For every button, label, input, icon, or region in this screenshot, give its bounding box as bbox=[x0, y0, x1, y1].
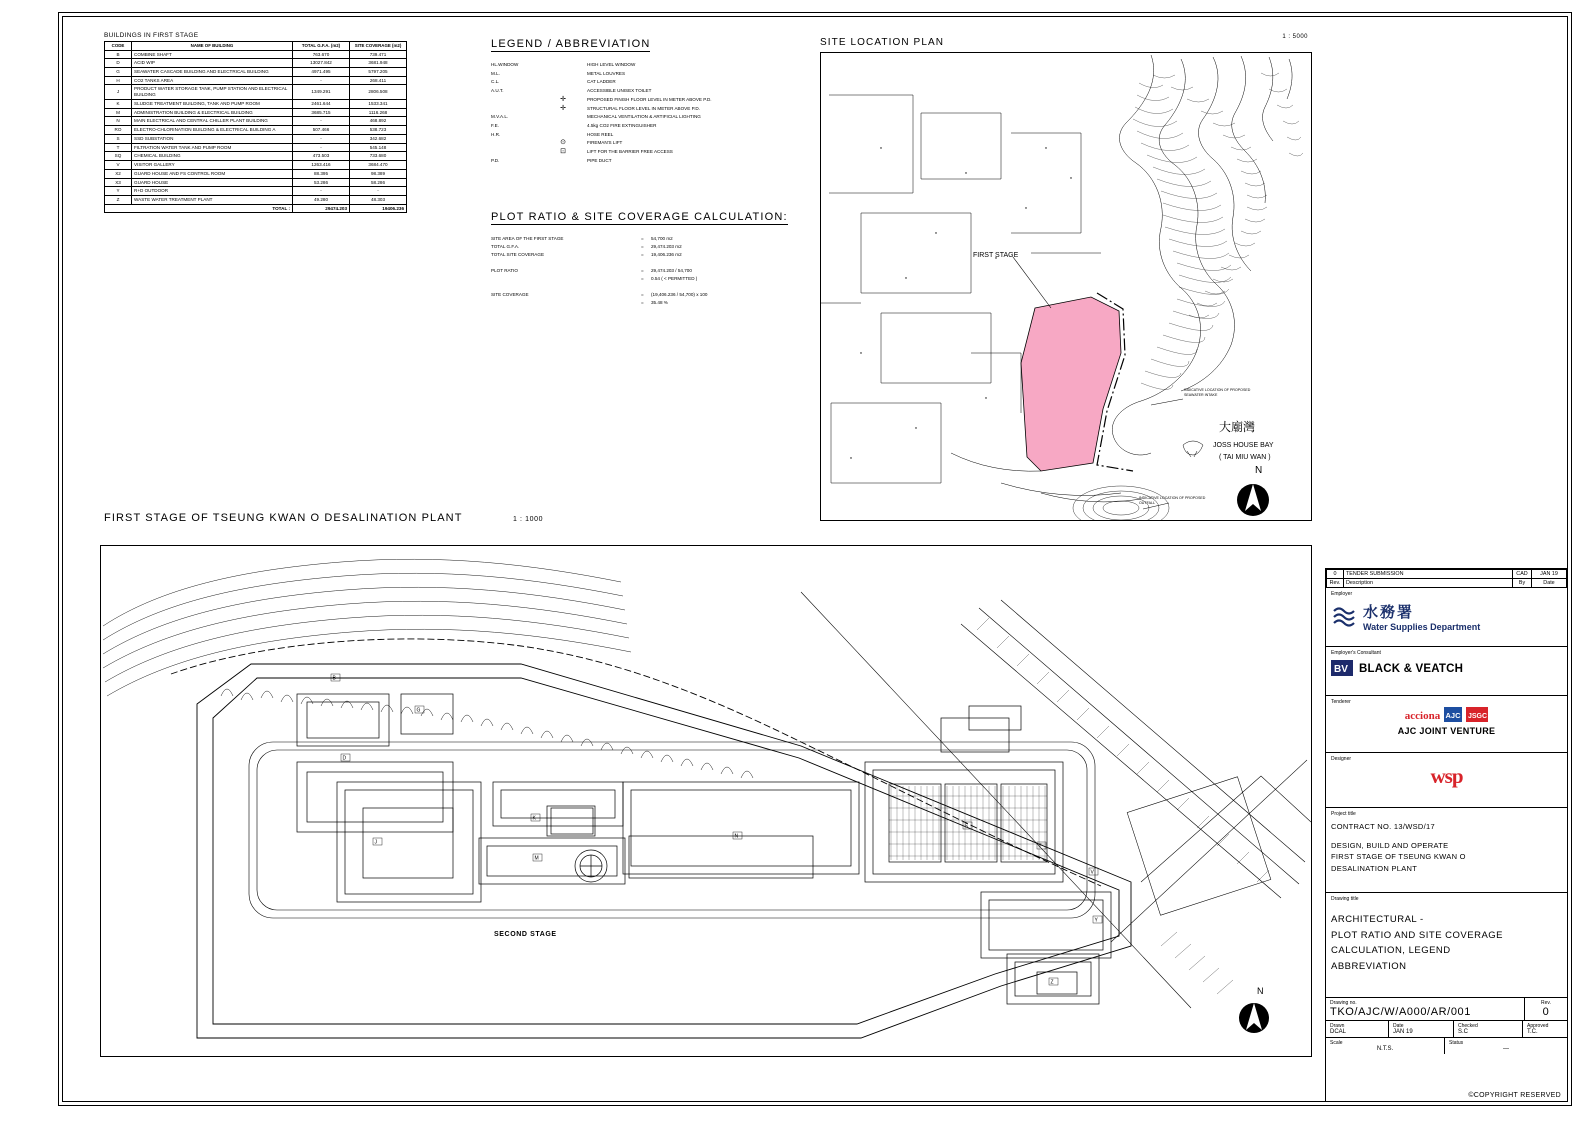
plot-ratio-label bbox=[491, 275, 641, 283]
svg-text:OUTFALL: OUTFALL bbox=[1139, 501, 1155, 505]
legend-symbol-icon bbox=[539, 113, 587, 122]
site-location-plan-svg bbox=[821, 53, 1311, 520]
table-row bbox=[105, 117, 407, 126]
signoff-row-2 bbox=[1326, 1038, 1567, 1054]
legend-item bbox=[491, 78, 791, 87]
spacer bbox=[491, 259, 821, 267]
legend-text: MECHANICAL VENTILATION & ARTIFICIAL LIGHTING bbox=[587, 114, 701, 120]
employer-block bbox=[1326, 588, 1567, 647]
cell-gfa: 473.503 bbox=[293, 152, 350, 161]
cell-coverage: 3684.470 bbox=[350, 161, 407, 170]
rev-date: JAN 19 bbox=[1532, 570, 1567, 579]
label-first-stage: FIRST STAGE bbox=[973, 252, 1019, 259]
table-row bbox=[105, 85, 407, 99]
th-code: CODE bbox=[105, 42, 132, 51]
legend-text: FIREMAN'S LIFT bbox=[587, 140, 623, 146]
cell-coverage: 2806.508 bbox=[350, 85, 407, 99]
cell-coverage: 545.148 bbox=[350, 143, 407, 152]
plot-ratio-equals: = bbox=[641, 268, 644, 274]
drawn-value: DCAL bbox=[1330, 1029, 1347, 1035]
employer-caption: Employer bbox=[1331, 591, 1353, 597]
spacer bbox=[491, 283, 821, 291]
rev-head-rev: Rev. bbox=[1327, 579, 1344, 588]
consultant-block bbox=[1326, 647, 1567, 696]
revision-table bbox=[1326, 569, 1567, 588]
main-plan-scale: 1 : 1000 bbox=[513, 516, 544, 523]
tenderer-block bbox=[1326, 696, 1567, 753]
date-caption: Date bbox=[1393, 1023, 1404, 1029]
th-coverage: SITE COVERAGE (m2) bbox=[350, 42, 407, 51]
legend-text: STRUCTURAL FLOOR LEVEL IN METER ABOVE P.D. bbox=[587, 105, 700, 111]
legend-item bbox=[491, 139, 791, 148]
plot-ratio-row bbox=[491, 291, 821, 299]
cell-coverage: - bbox=[350, 187, 407, 196]
rev-head-desc: Description bbox=[1344, 579, 1513, 588]
drawing-title-block bbox=[1326, 893, 1567, 998]
plot-ratio-label: TOTAL G.F.A. bbox=[491, 244, 520, 250]
svg-text:J: J bbox=[374, 839, 377, 846]
cell-code: X3 bbox=[105, 178, 132, 187]
copyright-notice: ©COPYRIGHT RESERVED bbox=[1468, 1092, 1561, 1099]
drawing-no-block bbox=[1326, 998, 1567, 1021]
legend-abbr: M.V.A.L. bbox=[491, 114, 509, 120]
table-row bbox=[105, 187, 407, 196]
svg-text:K: K bbox=[532, 815, 536, 822]
scale-caption: Scale bbox=[1330, 1040, 1343, 1046]
cell-coverage: 1116.268 bbox=[350, 108, 407, 117]
table-header-row bbox=[105, 42, 407, 51]
th-name: NAME OF BUILDING bbox=[132, 42, 293, 51]
cell-code: D bbox=[105, 59, 132, 68]
legend-symbol-icon: ✛ bbox=[560, 104, 566, 112]
cell-name: ADMINISTRATION BUILDING & ELECTRICAL BUILDING bbox=[132, 108, 293, 117]
tenderer-name: AJC JOINT VENTURE bbox=[1397, 726, 1496, 736]
wsd-logo-icon bbox=[1331, 605, 1357, 629]
acciona-logo: acciona bbox=[1404, 709, 1441, 722]
cell-coverage: 58.286 bbox=[350, 178, 407, 187]
cell-gfa: 49.280 bbox=[293, 195, 350, 204]
buildings-table-container bbox=[104, 32, 407, 213]
drawing-rev-value: 0 bbox=[1542, 1006, 1550, 1018]
cell-coverage: 48.303 bbox=[350, 195, 407, 204]
legend-symbol-icon bbox=[539, 87, 587, 96]
cell-name: GUARD HOUSE bbox=[132, 178, 293, 187]
cell-gfa: 1263.416 bbox=[293, 161, 350, 170]
drawing-title-line1: ARCHITECTURAL - bbox=[1331, 914, 1424, 925]
plot-ratio-label: SITE AREA OF THE FIRST STAGE bbox=[491, 236, 564, 241]
project-caption: Project title bbox=[1331, 811, 1356, 817]
cell-gfa: - bbox=[293, 117, 350, 126]
rev-description: TENDER SUBMISSION bbox=[1344, 570, 1513, 579]
legend-rows bbox=[491, 61, 791, 166]
project-line2: FIRST STAGE OF TSEUNG KWAN O bbox=[1331, 852, 1466, 862]
plot-ratio-equals: = bbox=[641, 236, 644, 241]
rev-head-by: By bbox=[1513, 579, 1532, 588]
svg-text:D: D bbox=[342, 755, 347, 762]
scale-value: N.T.S. bbox=[1376, 1046, 1394, 1052]
plot-ratio-row bbox=[491, 299, 821, 307]
table-row bbox=[105, 152, 407, 161]
cell-gfa: 2461.644 bbox=[293, 99, 350, 108]
legend-text: METAL LOUVRES bbox=[587, 70, 626, 76]
cell-gfa: 3685.715 bbox=[293, 108, 350, 117]
buildings-table-title: BUILDINGS IN FIRST STAGE bbox=[104, 32, 199, 39]
site-location-plan-header bbox=[820, 32, 1310, 50]
legend-abbr: M.L. bbox=[491, 70, 500, 76]
legend-text: PROPOSED FINISH FLOOR LEVEL IN METER ABOVE P.D. bbox=[587, 96, 712, 102]
drawn-caption: Drawn bbox=[1330, 1023, 1345, 1029]
cell-coverage: 5797.205 bbox=[350, 67, 407, 76]
legend-text: CAT LADDER bbox=[587, 79, 616, 85]
legend-symbol-icon bbox=[539, 61, 587, 70]
site-location-plan-title: SITE LOCATION PLAN bbox=[820, 37, 945, 48]
cell-name: FILTRATION WATER TANK AND PUMP ROOM bbox=[132, 143, 293, 152]
cell-code: SQ bbox=[105, 152, 132, 161]
svg-text:V: V bbox=[1090, 869, 1094, 876]
table-row bbox=[105, 108, 407, 117]
checked-caption: Checked bbox=[1458, 1023, 1478, 1029]
plot-ratio-row bbox=[491, 243, 821, 251]
cell-coverage: 3681.948 bbox=[350, 59, 407, 68]
legend-text: HOSE REEL bbox=[587, 131, 614, 137]
legend-abbr: A.U.T. bbox=[491, 88, 504, 94]
svg-text:AJC: AJC bbox=[1445, 711, 1461, 720]
main-plan-svg bbox=[101, 546, 1311, 1056]
plot-ratio-row bbox=[491, 235, 821, 243]
legend-item bbox=[491, 113, 791, 122]
plot-ratio-row bbox=[491, 267, 821, 275]
cell-coverage: 342.682 bbox=[350, 134, 407, 143]
legend-abbr bbox=[491, 148, 539, 157]
legend-abbr: C.L. bbox=[491, 79, 500, 85]
legend-item bbox=[491, 131, 791, 140]
cell-gfa: 4971.495 bbox=[293, 67, 350, 76]
project-line1: DESIGN, BUILD AND OPERATE bbox=[1331, 840, 1449, 850]
project-line3: DESALINATION PLANT bbox=[1331, 863, 1418, 873]
total-gfa: 29474.203 bbox=[293, 204, 350, 213]
cell-gfa: 13027.842 bbox=[293, 59, 350, 68]
drawing-title-line2: PLOT RATIO AND SITE COVERAGE bbox=[1331, 929, 1504, 941]
cell-code: J bbox=[105, 85, 132, 99]
legend-text: PIPE DUCT bbox=[587, 157, 612, 163]
svg-text:T: T bbox=[1038, 843, 1042, 850]
legend-text: HIGH LEVEL WINDOW bbox=[587, 62, 636, 67]
plot-ratio-value: 29,474.203 m2 bbox=[651, 244, 682, 250]
plot-ratio-value: (19,406.236 / 54,700) x 100 bbox=[651, 292, 708, 298]
main-plan-title: FIRST STAGE OF TSEUNG KWAN O DESALINATION PLANT bbox=[104, 512, 463, 524]
table-row bbox=[105, 143, 407, 152]
cell-name: GUARD HOUSE AND FS CONTROL ROOM bbox=[132, 169, 293, 178]
legend-abbr: HL.WINDOW bbox=[491, 62, 519, 67]
legend-item bbox=[491, 148, 791, 157]
svg-text:N: N bbox=[1255, 465, 1263, 476]
svg-text:N: N bbox=[1257, 986, 1264, 996]
cell-code: N bbox=[105, 117, 132, 126]
cell-code: M bbox=[105, 108, 132, 117]
svg-text:JSGC: JSGC bbox=[1468, 713, 1488, 720]
plot-ratio-label: TOTAL SITE COVERAGE bbox=[491, 252, 545, 258]
plot-ratio-row bbox=[491, 251, 821, 259]
cell-gfa: 88.395 bbox=[293, 169, 350, 178]
main-plan-drawing bbox=[100, 545, 1312, 1057]
cell-name: VISITOR GALLERY bbox=[132, 161, 293, 170]
legend-item bbox=[491, 87, 791, 96]
revision-header-row bbox=[1327, 579, 1567, 588]
svg-text:G: G bbox=[416, 707, 421, 714]
cell-gfa: 507.466 bbox=[293, 126, 350, 135]
label-bay-alt: ( TAI MIU WAN ) bbox=[1219, 454, 1271, 461]
cell-coverage: 1533.341 bbox=[350, 99, 407, 108]
cell-gfa: 763.670 bbox=[293, 50, 350, 59]
table-row bbox=[105, 178, 407, 187]
table-total-row bbox=[105, 204, 407, 213]
legend-item bbox=[491, 96, 791, 105]
total-label: TOTAL : bbox=[105, 204, 293, 213]
legend-abbr: F.E. bbox=[491, 123, 499, 129]
table-row bbox=[105, 67, 407, 76]
plot-ratio-equals: = bbox=[641, 292, 644, 298]
cell-gfa: - bbox=[293, 134, 350, 143]
legend-abbr bbox=[491, 139, 539, 148]
cell-name: WASTE WATER TREATMENT PLANT bbox=[132, 195, 293, 204]
project-contract: CONTRACT NO. 13/WSD/17 bbox=[1331, 822, 1435, 831]
plot-ratio-rows bbox=[491, 235, 821, 307]
legend-symbol-icon bbox=[539, 131, 587, 140]
cell-name: CHEMICAL BUILDING bbox=[132, 152, 293, 161]
plot-ratio-label: PLOT RATIO bbox=[491, 268, 518, 274]
signoff-row-1 bbox=[1326, 1021, 1567, 1038]
approved-caption: Approved bbox=[1527, 1023, 1549, 1029]
cell-gfa: 1349.291 bbox=[293, 85, 350, 99]
cell-code: X2 bbox=[105, 169, 132, 178]
legend-text: 4.5kg CO2 FIRE EXTINGUISHER bbox=[587, 123, 657, 129]
cell-code: S bbox=[105, 134, 132, 143]
table-row bbox=[105, 195, 407, 204]
black-veatch-logo-icon bbox=[1331, 660, 1353, 678]
cell-code: H bbox=[105, 76, 132, 85]
svg-text:INDICATIVE LOCATION OF PROPOSE: INDICATIVE LOCATION OF PROPOSED bbox=[1139, 496, 1206, 500]
plot-ratio-equals: = bbox=[641, 252, 644, 258]
cell-gfa: - bbox=[293, 187, 350, 196]
employer-name-en: Water Supplies Department bbox=[1363, 622, 1481, 632]
svg-text:BV: BV bbox=[1334, 664, 1348, 675]
wsp-logo: wsp bbox=[1430, 764, 1463, 788]
legend-item bbox=[491, 70, 791, 79]
drawing-no-caption: Drawing no. bbox=[1330, 1000, 1357, 1006]
second-stage-label: SECOND STAGE bbox=[494, 931, 557, 938]
plot-ratio-equals: = bbox=[641, 244, 644, 250]
cell-code: G bbox=[105, 67, 132, 76]
site-location-plan-drawing bbox=[820, 52, 1312, 521]
buildings-table-body bbox=[105, 50, 407, 213]
table-row bbox=[105, 99, 407, 108]
legend-abbr bbox=[491, 96, 539, 105]
revision-row bbox=[1327, 570, 1567, 579]
cell-code: T bbox=[105, 143, 132, 152]
plot-ratio-row bbox=[491, 275, 821, 283]
plot-ratio-value: 0.54 ( < PERMITTED ) bbox=[651, 276, 698, 282]
legend-text: LIFT FOR THE BARRIER FREE ACCESS bbox=[587, 149, 673, 155]
svg-text:S: S bbox=[964, 823, 968, 830]
designer-caption: Designer bbox=[1331, 756, 1352, 762]
ajc-mark-icon bbox=[1444, 707, 1462, 724]
drawing-title-line3: CALCULATION, LEGEND bbox=[1331, 945, 1451, 957]
status-value: — bbox=[1503, 1046, 1509, 1052]
plot-ratio-equals: = bbox=[641, 300, 644, 306]
cell-coverage: 538.723 bbox=[350, 126, 407, 135]
drawing-title-line4: ABBREVIATION bbox=[1331, 961, 1407, 973]
tenderer-caption: Tenderer bbox=[1331, 699, 1351, 705]
status-caption: Status bbox=[1449, 1040, 1464, 1046]
legend-abbr: H.R. bbox=[491, 131, 501, 137]
svg-text:Y: Y bbox=[1094, 917, 1098, 924]
cell-gfa: - bbox=[293, 76, 350, 85]
cell-code: Z bbox=[105, 195, 132, 204]
consultant-name: BLACK & VEATCH bbox=[1359, 663, 1464, 675]
total-coverage: 19406.236 bbox=[350, 204, 407, 213]
label-bay-en: JOSS HOUSE BAY bbox=[1213, 442, 1274, 449]
legend-item bbox=[491, 157, 791, 166]
checked-value: S.C bbox=[1458, 1029, 1469, 1035]
cell-gfa: 53.286 bbox=[293, 178, 350, 187]
th-gfa: TOTAL G.F.A. (m2) bbox=[293, 42, 350, 51]
legend-item bbox=[491, 105, 791, 114]
svg-text:B: B bbox=[332, 675, 336, 682]
cell-name: MAIN ELECTRICAL AND CENTRAL CHILLER PLANT BUILDING bbox=[132, 117, 293, 126]
designer-block bbox=[1326, 753, 1567, 808]
drawing-rev-caption: Rev. bbox=[1541, 1000, 1551, 1006]
legend-item bbox=[491, 122, 791, 131]
legend-text: ACCESSIBLE UNISEX TOILET bbox=[587, 88, 652, 94]
cell-code: B bbox=[105, 50, 132, 59]
cell-name: PRODUCT WATER STORAGE TANK, PUMP STATION AND ELECTRICAL BUILDING bbox=[132, 85, 293, 99]
legend-symbol-icon bbox=[539, 122, 587, 131]
rev-value: 0 bbox=[1327, 570, 1344, 579]
table-row bbox=[105, 76, 407, 85]
legend-title: LEGEND / ABBREVIATION bbox=[491, 38, 651, 50]
legend-abbr bbox=[491, 105, 539, 114]
cell-name: ELECTRO-CHLORINATION BUILDING & ELECTRICAL BUILDING A bbox=[132, 126, 293, 135]
label-bay-cn: 大廟灣 bbox=[1219, 420, 1256, 434]
rev-by: CAD bbox=[1513, 570, 1532, 579]
cell-code: Y bbox=[105, 187, 132, 196]
legend-symbol-icon bbox=[539, 157, 587, 166]
consultant-caption: Employer's Consultant bbox=[1331, 650, 1381, 656]
drawing-title-caption: Drawing title bbox=[1331, 896, 1359, 902]
legend-symbol-icon: ⊡ bbox=[560, 148, 566, 156]
svg-text:INDICATIVE LOCATION OF PROPOSE: INDICATIVE LOCATION OF PROPOSED bbox=[1184, 388, 1251, 392]
cell-coverage: 98.389 bbox=[350, 169, 407, 178]
rev-head-date: Date bbox=[1532, 579, 1567, 588]
cell-name: SEAWATER CASCADE BUILDING AND ELECTRICAL BUILDING bbox=[132, 67, 293, 76]
employer-name-cn: 水務署 bbox=[1363, 603, 1415, 621]
plot-ratio-value: 29,474.203 / 54,700 bbox=[651, 268, 692, 274]
project-block bbox=[1326, 808, 1567, 893]
table-row bbox=[105, 134, 407, 143]
legend-item bbox=[491, 61, 791, 70]
legend-symbol-icon: ✛ bbox=[560, 95, 566, 103]
cell-name: ACID WIP bbox=[132, 59, 293, 68]
cell-coverage: 268.411 bbox=[350, 76, 407, 85]
legend-abbr: P.D. bbox=[491, 157, 500, 163]
plot-ratio-title: PLOT RATIO & SITE COVERAGE CALCULATION: bbox=[491, 211, 788, 223]
cell-name: SLUDGE TREATMENT BUILDING, TANK AND PUMP ROOM bbox=[132, 99, 293, 108]
cell-coverage: 733.680 bbox=[350, 152, 407, 161]
jardine-logo-icon bbox=[1466, 707, 1488, 724]
buildings-table bbox=[104, 41, 407, 213]
plot-ratio-label bbox=[491, 299, 641, 307]
cell-code: K bbox=[105, 99, 132, 108]
legend-section bbox=[491, 34, 791, 166]
plot-ratio-label: SITE COVERAGE bbox=[491, 292, 529, 298]
plot-ratio-value: 35.48 % bbox=[651, 300, 668, 306]
plot-ratio-section bbox=[491, 207, 821, 307]
cell-code: RO bbox=[105, 126, 132, 135]
site-location-plan-scale: 1 : 5000 bbox=[1282, 34, 1308, 40]
cell-name: COMBINE SHAFT bbox=[132, 50, 293, 59]
approved-value: T.C. bbox=[1527, 1029, 1538, 1035]
cell-name: CO2 TANKS AREA bbox=[132, 76, 293, 85]
table-row bbox=[105, 126, 407, 135]
cell-name: R+D OUTDOOR bbox=[132, 187, 293, 196]
svg-text:Z: Z bbox=[1050, 979, 1054, 986]
table-row bbox=[105, 50, 407, 59]
title-block bbox=[1325, 568, 1568, 1102]
table-row bbox=[105, 59, 407, 68]
cell-coverage: 468.892 bbox=[350, 117, 407, 126]
cell-name: SSD SUBSTATION bbox=[132, 134, 293, 143]
svg-text:SEAWATER INTAKE: SEAWATER INTAKE bbox=[1184, 393, 1218, 397]
table-row bbox=[105, 161, 407, 170]
cell-coverage: 739.471 bbox=[350, 50, 407, 59]
plot-ratio-value: 54,700 m2 bbox=[651, 236, 673, 241]
legend-symbol-icon bbox=[539, 78, 587, 87]
svg-text:M: M bbox=[534, 855, 539, 862]
table-row bbox=[105, 169, 407, 178]
drawing-no-value: TKO/AJC/W/A000/AR/001 bbox=[1330, 1006, 1471, 1018]
plot-ratio-equals: = bbox=[641, 276, 644, 282]
svg-text:N: N bbox=[734, 833, 739, 840]
legend-symbol-icon: ⊙ bbox=[560, 139, 566, 147]
cell-gfa: - bbox=[293, 143, 350, 152]
cell-code: V bbox=[105, 161, 132, 170]
legend-symbol-icon bbox=[539, 70, 587, 79]
date-value: JAN 19 bbox=[1393, 1029, 1413, 1035]
plot-ratio-value: 19,406.236 m2 bbox=[651, 252, 682, 258]
